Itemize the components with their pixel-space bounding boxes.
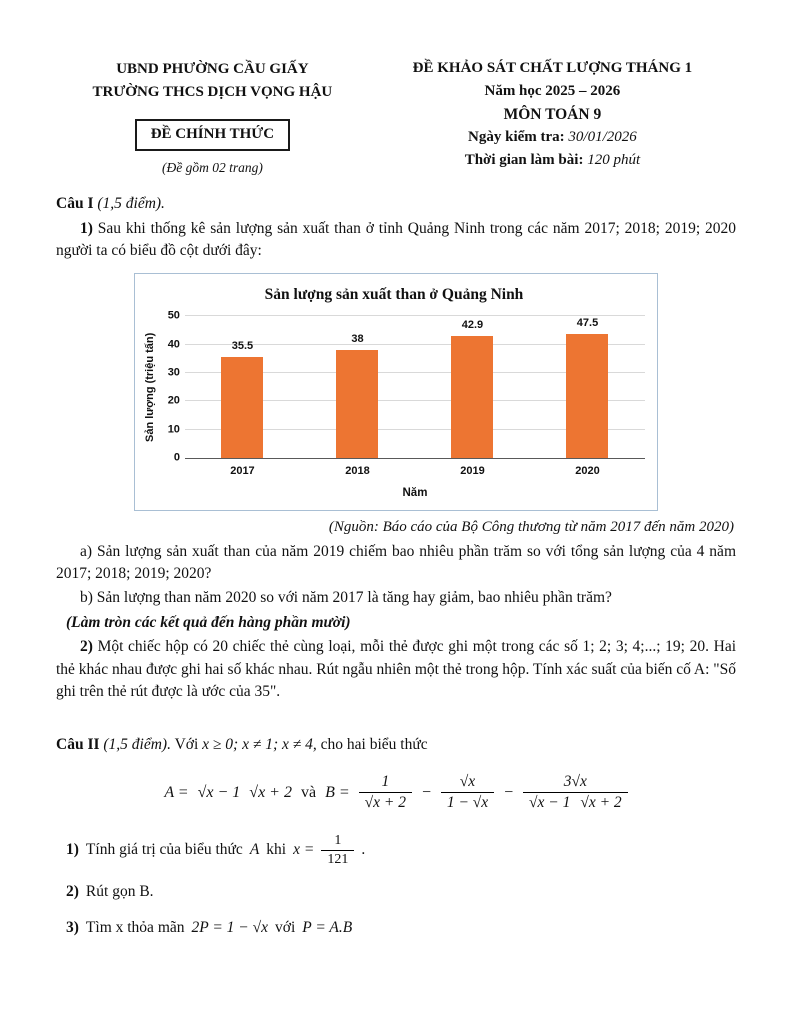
chart-y-tick-label: 10 xyxy=(167,423,180,436)
chart-bar-value-label: 38 xyxy=(351,333,364,346)
item-1-x-equals: x = xyxy=(293,840,315,858)
chart-y-tick-label: 40 xyxy=(167,338,180,351)
chart-source-note: (Nguồn: Báo cáo của Bộ Công thương từ năm 2017 đến năm 2020) xyxy=(328,518,734,535)
chart-bar xyxy=(336,350,378,458)
chart-bar xyxy=(566,334,608,458)
fraction-2 xyxy=(441,772,494,812)
expressions-formula xyxy=(56,772,736,812)
chart-bar-group xyxy=(300,316,415,458)
question-1b: b) Sản lượng than năm 2020 so với năm 2017 là tăng hay giảm, bao nhiêu phần trăm? xyxy=(80,589,612,607)
pages-note: (Đề gồm 02 trang) xyxy=(161,159,263,175)
item-3-equation: 2P = 1 − √x xyxy=(191,918,268,936)
fraction-1 xyxy=(359,772,412,812)
part-2-label: 2) xyxy=(80,638,93,656)
question-1-part-1 xyxy=(56,218,736,263)
expr-a-term1: √x − 1 xyxy=(197,783,241,801)
item-2-label: 2) xyxy=(66,883,79,901)
item-3-text: Tìm x thỏa mãn xyxy=(85,918,185,936)
question-1a: a) Sản lượng sản xuất than của năm 2019 chiếm bao nhiêu phần trăm so với tổng sản lượng của 4 năm 2017; 2018; 2019; 2020? xyxy=(56,542,736,583)
chart-x-tick-label: 2017 xyxy=(230,465,255,478)
part-2-text: Một chiếc hộp có 20 chiếc thẻ cùng loại, mỗi thẻ được ghi một trong các số 1; 2; 3; 4;...; 19; 20. Hai thẻ khác nhau được ghi hai số khác nhau. Rút ngẫu nhiên một thẻ trong hộp. Tính xác suất của biến cố A: "Số ghi trên thẻ rút được là ước của 35". xyxy=(56,638,737,701)
chart-bar xyxy=(451,336,493,458)
fraction-3-den-factor2: √x + 2 xyxy=(580,793,622,811)
expr-b-lhs: B = xyxy=(325,783,350,801)
part-1-text: Sau khi thống kê sản lượng sản xuất than ở tỉnh Quảng Ninh trong các năm 2017; 2018; 2019; 2020 người ta có biểu đồ cột dưới đây: xyxy=(56,219,737,260)
exam-date-line xyxy=(369,126,736,149)
chart-bar-group xyxy=(530,316,645,458)
chart-bar-group xyxy=(415,316,530,458)
item-1-mid: khi xyxy=(266,840,287,858)
school-year: Năm học 2025 – 2026 xyxy=(484,82,621,99)
question-1-heading xyxy=(56,193,736,215)
exam-subject: MÔN TOÁN 9 xyxy=(503,106,602,123)
question-2-item-1 xyxy=(66,832,736,868)
item-2-text: Rút gọn B. xyxy=(85,883,154,901)
question-2-intro-post: cho hai biểu thức xyxy=(320,735,428,753)
chart-bar-value-label: 47.5 xyxy=(576,317,599,330)
question-1-part-2 xyxy=(56,636,736,703)
minus-sign: − xyxy=(503,783,514,801)
item-1-period: . xyxy=(361,840,366,858)
chart-bar xyxy=(221,357,263,458)
chart-title: Sản lượng sản xuất than ở Quảng Ninh xyxy=(264,285,524,303)
chart-x-tick-label: 2019 xyxy=(460,465,485,478)
coal-production-chart xyxy=(134,273,658,511)
item-1-text: Tính giá trị của biểu thức xyxy=(85,840,243,858)
formula-connector: và xyxy=(300,783,317,801)
chart-plot xyxy=(185,316,645,459)
question-2-conditions: x ≥ 0; x ≠ 1; x ≠ 4, xyxy=(202,735,317,753)
question-2-points: (1,5 điểm). xyxy=(103,735,171,753)
fraction-3-den-factor1: √x − 1 xyxy=(528,793,571,811)
question-2-intro-pre: Với xyxy=(174,735,199,753)
exam-header xyxy=(56,58,736,177)
duration-line xyxy=(369,149,736,172)
exam-title: ĐỀ KHẢO SÁT CHẤT LƯỢNG THÁNG 1 xyxy=(412,60,693,76)
item-3-label: 3) xyxy=(66,918,79,936)
fraction-3-numerator: 3√x xyxy=(563,773,587,791)
fraction-2-denominator: 1 − √x xyxy=(441,792,494,812)
duration-label: Thời gian làm bài: xyxy=(464,151,584,168)
issuing-authority: UBND PHƯỜNG CẦU GIẤY xyxy=(116,61,309,77)
part-1-label: 1) xyxy=(80,219,93,237)
question-2-number: Câu II xyxy=(56,735,100,753)
fraction-2-numerator: √x xyxy=(459,773,476,791)
school-name: TRƯỜNG THCS DỊCH VỌNG HẬU xyxy=(92,83,333,100)
fraction-1-denominator: √x + 2 xyxy=(359,792,412,812)
chart-x-tick-label: 2018 xyxy=(345,465,370,478)
header-right-block xyxy=(369,58,736,171)
item-1-label: 1) xyxy=(66,840,79,858)
chart-bar-group xyxy=(185,316,300,458)
fraction-3 xyxy=(523,772,628,812)
chart-y-tick-label: 20 xyxy=(167,394,180,407)
question-2-heading xyxy=(56,734,736,756)
chart-x-tick-label: 2020 xyxy=(575,465,600,478)
rounding-note: (Làm tròn các kết quả đến hàng phần mười) xyxy=(66,613,351,631)
chart-y-axis-title: Sản lượng (triệu tấn) xyxy=(144,332,156,442)
chart-bar-value-label: 35.5 xyxy=(231,340,254,353)
official-exam-box: ĐỀ CHÍNH THỨC xyxy=(135,119,290,151)
chart-x-axis-title: Năm xyxy=(402,487,428,500)
chart-y-ticks xyxy=(159,309,185,464)
expr-a-lhs: A = xyxy=(164,783,189,801)
question-1-number: Câu I xyxy=(56,195,94,213)
item-1-fraction xyxy=(321,832,354,868)
expr-a-term2: √x + 2 xyxy=(249,783,292,801)
fraction-1-numerator: 1 xyxy=(381,773,390,791)
question-1-points: (1,5 điểm). xyxy=(97,195,165,213)
chart-y-tick-label: 50 xyxy=(167,309,180,322)
chart-bar-value-label: 42.9 xyxy=(461,319,484,332)
chart-bars xyxy=(185,316,645,458)
fraction-3-denominator xyxy=(523,792,628,812)
chart-x-labels xyxy=(185,464,645,480)
item-3-p-equals: P = A.B xyxy=(302,918,353,936)
exam-date-label: Ngày kiểm tra: xyxy=(468,129,565,146)
item-1-frac-num: 1 xyxy=(334,833,342,849)
chart-y-tick-label: 0 xyxy=(173,451,180,464)
question-2-item-3 xyxy=(66,917,736,939)
chart-plot-column xyxy=(185,316,645,502)
minus-sign: − xyxy=(421,783,432,801)
duration-value: 120 phút xyxy=(587,151,641,168)
item-3-mid: với xyxy=(275,918,296,936)
exam-date-value: 30/01/2026 xyxy=(568,129,637,146)
header-left-block xyxy=(56,58,369,177)
chart-y-tick-label: 30 xyxy=(167,366,180,379)
item-1-var: A xyxy=(249,840,260,858)
item-1-frac-den: 121 xyxy=(321,850,354,869)
question-2-item-2 xyxy=(66,881,736,903)
chart-body xyxy=(143,309,645,502)
